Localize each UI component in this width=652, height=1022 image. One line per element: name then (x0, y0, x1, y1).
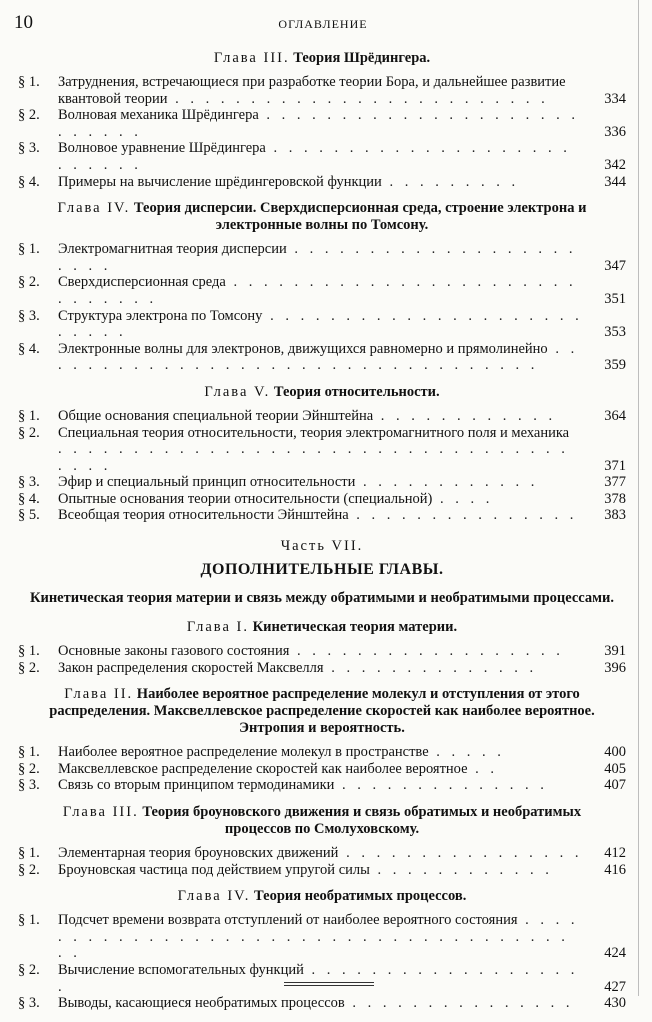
section-page: 427 (604, 978, 626, 995)
section-page: 344 (604, 173, 626, 190)
section-number: § 1. (18, 744, 40, 761)
leader-dots: . . . . . . . . . . . . . . . . . . (289, 643, 564, 660)
toc-entry[interactable] (18, 643, 626, 660)
toc-entry[interactable] (18, 341, 626, 374)
section-page: 407 (604, 777, 626, 794)
toc-entry[interactable] (18, 140, 626, 173)
toc-entry[interactable] (18, 660, 626, 677)
leader-dots: . . . . . . . . . . . . (369, 861, 553, 878)
chapter-entries (18, 74, 626, 190)
section-title: Всеобщая теория относительности Эйнштейна (58, 507, 349, 524)
section-number: § 1. (18, 74, 40, 90)
section-number: § 1. (18, 845, 40, 862)
running-title: ОГЛАВЛЕНИЕ (278, 17, 368, 31)
section-title: Структура электрона по Томсону (58, 307, 263, 324)
chapter-label: Глава III. (62, 804, 139, 821)
section-page: 336 (604, 123, 626, 140)
leader-dots: . . . . . . . . . . . . . . . . . . . . . . . . . . (58, 140, 571, 173)
chapter-title: Теория дисперсии. Сверхдисперсионная среда, строение электрона и электронные волны по Томсону. (133, 200, 587, 234)
section-page: 405 (604, 760, 626, 777)
section-number: § 1. (18, 241, 40, 258)
section-title: Сверхдисперсионная среда (58, 274, 226, 291)
section-title: Электронные волны для электронов, движущихся равномерно и прямолинейно (58, 340, 548, 357)
chapter-title: Теория броуновского движения и связь обратимых и необратимых процессов по Смолуховскому. (142, 804, 582, 838)
leader-dots: . . . . . . . . . . . . . . . . . . . (58, 962, 579, 995)
leader-dots: . . . . . . . . . . . . (355, 474, 539, 491)
section-number: § 4. (18, 490, 40, 507)
footer-rule (284, 982, 374, 986)
page-edge-rule (638, 0, 639, 996)
toc-entry[interactable] (18, 962, 626, 995)
chapter-heading (18, 888, 626, 905)
chapter-entries (18, 845, 626, 878)
section-page: 412 (604, 845, 626, 862)
part-title: ДОПОЛНИТЕЛЬНЫЕ ГЛАВЫ. (200, 561, 444, 579)
chapter-entries (18, 643, 626, 676)
section-title: Максвеллевское распределение скоростей как наиболее вероятное (58, 760, 468, 777)
section-number: § 3. (18, 140, 40, 157)
section-number: § 5. (18, 507, 40, 524)
chapter-entries (18, 408, 626, 524)
chapter-title: Кинетическая теория материи. (252, 619, 458, 636)
section-title: Волновое уравнение Шрёдингера (58, 140, 266, 157)
section-page: 364 (604, 407, 626, 424)
section-page: 378 (604, 490, 626, 507)
part-subtitle: Кинетическая теория материи и связь между обратимыми и необратимыми процессами. (29, 590, 615, 607)
toc-entry[interactable] (18, 474, 626, 491)
chapter-label: Глава IV. (57, 200, 131, 217)
section-number: § 2. (18, 760, 40, 777)
leader-dots: . . . . . (428, 744, 505, 761)
leader-dots: . . . . . . . . . . . . . . . . . . . . . . . . . . . (58, 107, 580, 140)
section-page: 400 (604, 744, 626, 761)
toc-entry[interactable] (18, 862, 626, 879)
section-title: Подсчет времени возврата отступлений от наиболее вероятного состояния (58, 912, 518, 929)
toc-entry[interactable] (18, 777, 626, 794)
chapter-heading (18, 200, 626, 234)
section-number: § 2. (18, 274, 40, 291)
section-title: Электромагнитная теория дисперсии (58, 241, 287, 258)
section-title: Затруднения, встречающиеся при разработке теории Бора, и дальнейшее развитие квантовой теории (58, 74, 566, 107)
section-title: Закон распределения скоростей Максвелля (58, 659, 324, 676)
chapter-title: Теория относительности. (273, 383, 440, 400)
section-number: § 3. (18, 307, 40, 324)
section-number: § 1. (18, 407, 40, 424)
section-page: 377 (604, 474, 626, 491)
leader-dots: . . . . . . . . . . . . . . . . . . . . . . . . . . (58, 307, 583, 341)
toc-entry[interactable] (18, 995, 626, 1012)
chapter-title: Наиболее вероятное распределение молекул и отступления от этого распределения. Максвеллевское распределение скоростей как наиболее вероятное. Энтропия и вероятность. (49, 686, 595, 737)
section-page: 334 (604, 90, 626, 107)
section-number: § 2. (18, 962, 40, 978)
toc-entry[interactable] (18, 107, 626, 140)
toc-entry[interactable] (18, 408, 626, 425)
part-label: Часть VII. (280, 538, 364, 555)
leader-dots: . . . . . . . . . . . . . . . . . . . . . . . . . . . . . . . . . . (58, 340, 579, 374)
leader-dots: . . . . . . . . . . . . . . . . . . . . . . . . . . . . . . . . . . . . . . (58, 441, 569, 474)
toc-entry[interactable] (18, 308, 626, 341)
section-title: Выводы, касающиеся необратимых процессов (58, 995, 345, 1012)
leader-dots: . . . . . . . . . (381, 173, 520, 190)
leader-dots: . . . . . . . . . . . . . . . . . . . . . . . . . . . . . . (58, 274, 577, 307)
section-page: 351 (604, 290, 626, 307)
chapter-title: Теория необратимых процессов. (254, 888, 467, 905)
leader-dots: . . . . . . . . . . . . . . . . . . . . . . . . . . . . . . . . . . . . . . . . (58, 912, 579, 962)
section-number: § 2. (18, 861, 40, 878)
section-title: Основные законы газового состояния (58, 643, 290, 660)
toc-entry[interactable] (18, 507, 626, 524)
chapter-label: Глава III. (213, 50, 290, 66)
chapter-label: Глава IV. (177, 888, 251, 905)
section-page: 391 (604, 643, 626, 660)
section-title: Элементарная теория броуновских движений (58, 845, 339, 862)
chapter-heading (18, 50, 626, 67)
section-page: 416 (604, 861, 626, 878)
section-page: 342 (604, 156, 626, 173)
leader-dots: . . . . . . . . . . . . . . . . . . . . . . . (58, 241, 577, 274)
section-title: Связь со вторым принципом термодинамики (58, 777, 335, 794)
section-title: Вычисление вспомогательных функций (58, 962, 304, 978)
chapter-entries (18, 744, 626, 794)
chapter-heading (18, 686, 626, 737)
toc-entry[interactable] (18, 491, 626, 508)
chapter-heading (18, 619, 626, 636)
section-page: 383 (604, 507, 626, 524)
section-number: § 2. (18, 107, 40, 124)
section-page: 347 (604, 257, 626, 274)
section-page: 424 (604, 945, 626, 962)
section-number: § 4. (18, 340, 40, 357)
section-page: 353 (604, 324, 626, 341)
table-of-contents (18, 50, 626, 1022)
chapter-label: Глава V. (204, 383, 271, 400)
toc-entry[interactable] (18, 744, 626, 761)
toc-entry[interactable] (18, 274, 626, 307)
leader-dots: . . . . . . . . . . . . (373, 407, 557, 424)
chapter-heading (18, 384, 626, 401)
section-title: Примеры на вычисление шрёдингеровской функции (58, 173, 382, 190)
toc-entry[interactable] (18, 425, 626, 475)
section-number: § 3. (18, 474, 40, 491)
toc-entry[interactable] (18, 74, 626, 107)
section-title: Общие основания специальной теории Эйнштейна (58, 407, 374, 424)
section-number: § 3. (18, 777, 40, 794)
toc-entry[interactable] (18, 241, 626, 274)
chapter-label: Глава I. (186, 619, 249, 636)
section-number: § 2. (18, 424, 40, 441)
section-title: Эфир и специальный принцип относительности (58, 474, 356, 491)
toc-entry[interactable] (18, 845, 626, 862)
leader-dots: . . . . . . . . . . . . . . . (344, 995, 574, 1012)
page-number: 10 (14, 12, 33, 33)
section-page: 396 (604, 659, 626, 676)
section-number: § 1. (18, 643, 40, 660)
section-title: Опытные основания теории относительности (специальной) (58, 490, 433, 507)
toc-entry[interactable] (18, 174, 626, 191)
leader-dots: . . (467, 760, 499, 777)
leader-dots: . . . . . . . . . . . . . . . . (338, 845, 583, 862)
section-number: § 3. (18, 995, 40, 1012)
toc-entry[interactable] (18, 912, 626, 962)
leader-dots: . . . . . . . . . . . . . . (323, 659, 538, 676)
page-header (14, 14, 632, 38)
chapter-entries (18, 241, 626, 374)
section-title: Броуновская частица под действием упругой силы (58, 861, 370, 878)
leader-dots: . . . . . . . . . . . . . . (334, 777, 548, 794)
chapter-entries (18, 912, 626, 1012)
section-number: § 4. (18, 173, 40, 190)
leader-dots: . . . . (432, 490, 494, 507)
section-title: Специальная теория относительности, теория электромагнитного поля и механика (58, 424, 570, 441)
leader-dots: . . . . . . . . . . . . . . . . . . . . . . . . . (167, 90, 549, 107)
chapter-heading (18, 804, 626, 838)
chapter-title: Теория Шрёдингера. (293, 50, 431, 66)
section-title: Наиболее вероятное распределение молекул в пространстве (58, 744, 429, 761)
section-title: Волновая механика Шрёдингера (58, 107, 259, 124)
section-page: 371 (604, 457, 626, 474)
toc-entry[interactable] (18, 761, 626, 778)
leader-dots: . . . . . . . . . . . . . . . (348, 507, 578, 524)
section-page: 359 (604, 357, 626, 374)
section-page: 430 (604, 995, 626, 1012)
section-number: § 2. (18, 659, 40, 676)
section-number: § 1. (18, 912, 40, 929)
chapter-label: Глава II. (64, 686, 134, 703)
